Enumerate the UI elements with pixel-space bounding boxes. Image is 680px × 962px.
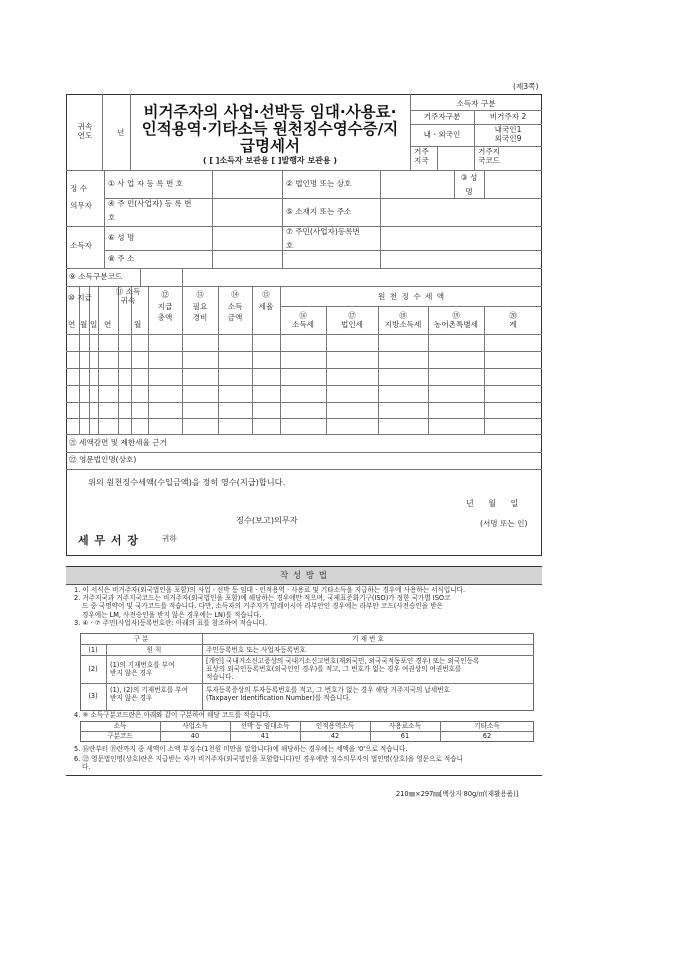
field-address: ⑤ 소재지 또는 주소 [286,207,352,216]
year-label: 귀속 연도 [77,122,93,140]
tax-office: 세 무 서 장 [78,534,139,547]
col-expenses: ⑬ 필요 경비 [192,290,208,323]
t3-row3-no: (3) [88,692,98,700]
paper-spec: 210㎜×297㎜[백상지 80g/㎡(재활용품)] [396,790,519,798]
field-english-name: ㉒ 영문법인명(상호) [69,455,137,464]
form-number: (제3쪽) [513,82,539,91]
t3-row2-class: (1)의 기재번호를 부여 받지 않은 경우 [110,661,175,678]
tax-office-suffix: 귀하 [162,534,177,543]
sub-day: 일 [90,320,98,329]
t3-row2-no: (2) [88,665,98,673]
t4-v0: 구분코드 [107,732,133,740]
recipient-label: 소득자 [70,241,93,250]
field-recipient-name: ⑥ 성 명 [108,233,135,242]
t3-header-number: 기 재 번 호 [352,635,384,643]
col-withholding-tax: 원 천 징 수 세 액 [377,292,445,301]
field-income-code: ⑨ 소득구분코드 [69,272,123,281]
col-rural-tax: ⑲ 농어촌특별세 [433,311,478,329]
t4-h4: 사용료소득 [389,722,421,730]
field-reduction-basis: ㉑ 세액감면 및 제한세율 근거 [69,438,167,447]
residence-label: 거주 지국 [414,147,429,165]
field-corp-name: ② 법인명 또는 상호 [286,179,352,188]
page-title: 비거주자의 사업·선박등 임대·사용료· 인적용역·기타소득 원천징수영수증/지 급명세서 [141,103,399,155]
t3-row2-desc: [개인] 국내거소신고증상의 국내거소신고번호(재외국민, 외국국적동포인 경우) 또는 외국인등록 표상의 외국인등록번호(외국인인 경우)를 적고, 그 번호가 없는 경우 여권상의 여권번호를 적습니다. [206,657,480,682]
field-recipient-address: ⑧ 주 소 [108,254,135,263]
t4-v3: 42 [330,732,340,740]
col-income-amount: ⑭ 소득 금액 [227,290,243,323]
sign-note: (서명 또는 인) [480,519,528,528]
t4-v2: 41 [260,732,270,740]
withholder-label: 징 수 의무자 [70,184,93,210]
field-recipient-reg-no: ⑦ 주민(사업자)등록번 호 [286,227,360,250]
sub-year-2: 연 [104,320,112,329]
income-class-label: 소득자 구분 [456,99,496,108]
domestic-values: 내국인1 외국인9 [494,125,522,143]
residence-code-label: 거주지 국코드 [477,147,500,165]
instruction-5-6: 5. ⑯란부터 ⑲란까지 중 세액이 소액 부징수(1천원 미만을 말합니다)에 해당하는 경우에는 세액을 '0'으로 적습니다. 6. ㉒ 영문법인명(상호)란은 지급받는 자가 비거주자(외국법인을 포함합니다)인 경우에만 징수의무자의 법인명(상호)을 영문으로 적습니 다. [74,745,463,772]
instruction-list: 1. 이 서식은 비거주자(외국법인을 포함)의 사업ㆍ선박 등 임대ㆍ인적용역ㆍ사용료 및 기타소득을 지급하는 경우에 사용하는 서식입니다. 2. 거주지국과 거주지국코드는 비거주자(외국법인을 포함)에 해당하는 경우에만 적으며, 국제표준화기구(ISO)가 정한 국가별 ISO코 드 중 국명약어 및 국가코드를 적습니다. 다만, 소득자의 거주지가 말레이시아 라부안인 경우에는 라부안 코드(사전승인을 받은 경우에는 LM, 사전승인을 받지 않은 경우에는 LN)를 적습니다. 3. ④ㆍ⑦ 주민(사업자)등록번호란: 아래의 표를 참조하여 적습니다. [74,586,466,627]
t4-h2: 선박 등 임대소득 [240,722,290,730]
sub-month: 월 [80,320,88,329]
field-resident-reg-no: ④ 주 민(사업자) 등 록 번 호 [108,199,192,222]
t4-v1: 40 [190,732,200,740]
col-local-tax: ⑱ 지방소득세 [384,311,422,329]
t3-row3-class: (1), (2)의 기재번호를 부여 받지 않은 경우 [110,686,189,703]
t4-h1: 사업소득 [182,722,208,730]
col-total: ⑳ 계 [509,311,517,329]
t3-row1-class: 원 칙 [146,646,162,654]
t4-h0: 소득 [113,722,127,730]
confirm-text: 위의 원천징수세액(수입금액)을 정히 영수(지급)합니다. [88,477,286,487]
t4-h5: 기타소득 [474,722,500,730]
field-rep-name: ③ 성 명 [460,173,478,196]
resident-class-label: 거주자구분 [423,112,461,121]
col-payment-date: ⑩ 지급 [68,293,92,302]
resident-class-value: 비거주자 2 [489,112,527,121]
signer-label: 징수(보고)의무자 [236,515,298,525]
t3-row1-desc: 주민등록번호 또는 사업자등록번호 [206,646,306,654]
t4-h3: 인적용역소득 [315,722,355,730]
sub-year: 연 [68,320,76,329]
domestic-label: 내ㆍ외국인 [423,130,461,139]
field-business-reg-no: ① 사 업 자 등 록 번 호 [108,179,184,188]
copy-type-line: ( [ ]소득자 보관용 [ ]발행자 보관용 ) [202,156,338,165]
t4-v4: 61 [400,732,410,740]
instructions-heading: 작 성 방 법 [280,571,328,581]
t3-row1-no: (1) [88,646,98,654]
confirm-date: 년 월 일 [466,499,519,508]
instruction-4: 4. ⑨ 소득구분코드란은 아래와 같이 구분하여 해당 코드를 적습니다. [74,711,271,719]
col-total-payment: ⑫ 지급 총액 [157,290,173,323]
col-income-tax: ⑯ 소득세 [291,311,314,329]
sub-month-2: 월 [134,320,142,329]
col-income-period: ⑪ 소득 귀속 [115,287,141,305]
col-corp-tax: ⑰ 법인세 [340,311,363,329]
year-unit: 년 [117,128,125,137]
col-tax-rate: ⑮ 세율 [258,290,274,311]
t3-header-class: 구 분 [133,635,149,643]
t4-v5: 62 [482,732,492,740]
t3-row3-desc: 투자등록증상의 투자등록번호를 적고, 그 번호가 없는 경우 해당 거주지국의 납세번호 (Taxpayer Identification Number)를 적습니다. [206,686,450,703]
